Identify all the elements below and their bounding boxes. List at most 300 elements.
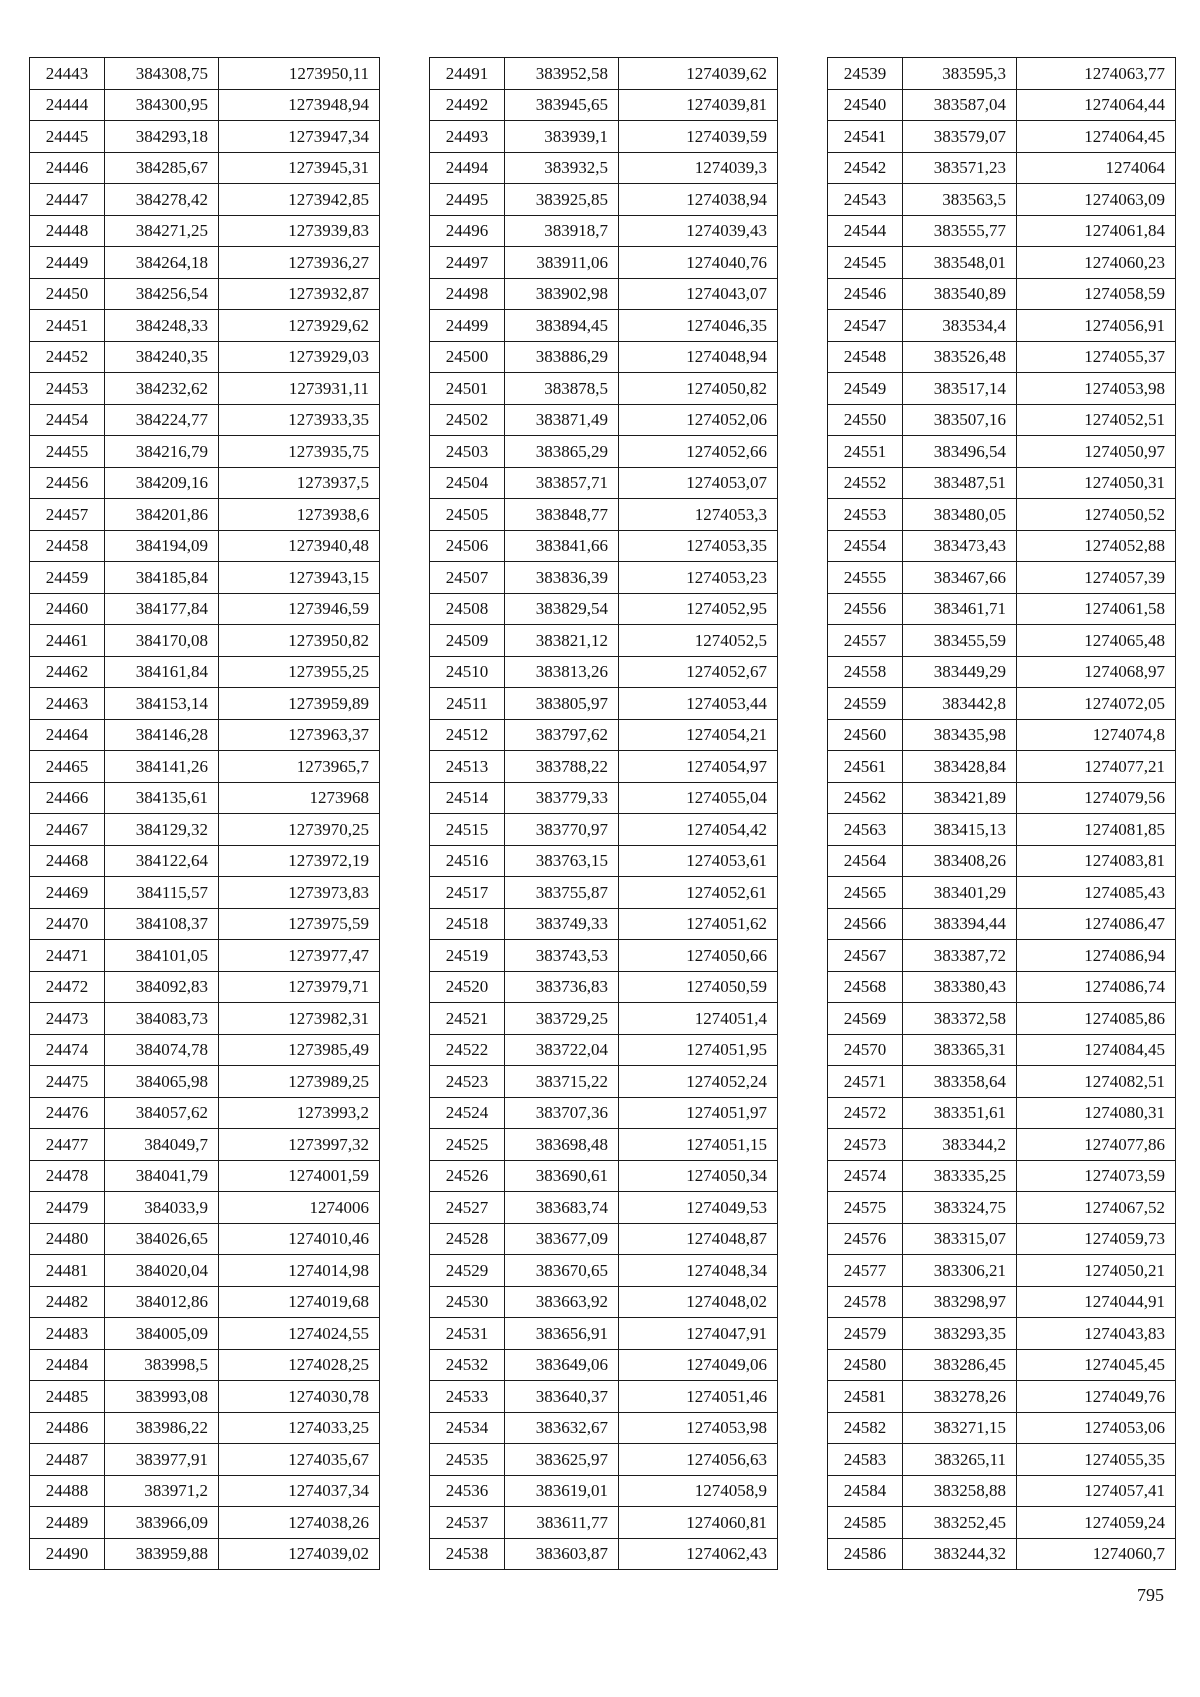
table-row [430,1349,778,1381]
table-row [828,751,1176,783]
x-coordinate-cell: 383952,58 [505,58,619,90]
y-coordinate-cell: 1273985,49 [219,1034,380,1066]
table-row [30,436,380,468]
table-row [828,278,1176,310]
table-row [828,908,1176,940]
table-row [828,1097,1176,1129]
y-coordinate-cell: 1274048,34 [619,1255,778,1287]
y-coordinate-cell: 1274010,46 [219,1223,380,1255]
point-number-cell: 24504 [430,467,505,499]
y-coordinate-cell: 1274052,95 [619,593,778,625]
point-number-cell: 24563 [828,814,903,846]
x-coordinate-cell: 383372,58 [903,1003,1017,1035]
table-row [430,593,778,625]
x-coordinate-cell: 383841,66 [505,530,619,562]
table-row [430,1381,778,1413]
table-row [828,1318,1176,1350]
table-row [828,436,1176,468]
x-coordinate-cell: 383959,88 [105,1538,219,1570]
point-number-cell: 24511 [430,688,505,720]
y-coordinate-cell: 1274037,34 [219,1475,380,1507]
y-coordinate-cell: 1274046,35 [619,310,778,342]
x-coordinate-cell: 383986,22 [105,1412,219,1444]
y-coordinate-cell: 1274038,26 [219,1507,380,1539]
coordinates-table-1 [29,57,380,1570]
x-coordinate-cell: 383625,97 [505,1444,619,1476]
y-coordinate-cell: 1273955,25 [219,656,380,688]
y-coordinate-cell: 1274058,9 [619,1475,778,1507]
x-coordinate-cell: 384026,65 [105,1223,219,1255]
table-row [430,1192,778,1224]
table-row [430,1412,778,1444]
table-row [828,1507,1176,1539]
table-row [430,908,778,940]
x-coordinate-cell: 384083,73 [105,1003,219,1035]
point-number-cell: 24531 [430,1318,505,1350]
point-number-cell: 24516 [430,845,505,877]
y-coordinate-cell: 1274059,73 [1017,1223,1176,1255]
point-number-cell: 24534 [430,1412,505,1444]
x-coordinate-cell: 383829,54 [505,593,619,625]
point-number-cell: 24450 [30,278,105,310]
x-coordinate-cell: 384256,54 [105,278,219,310]
page-number: 795 [1137,1585,1164,1605]
y-coordinate-cell: 1274051,46 [619,1381,778,1413]
point-number-cell: 24482 [30,1286,105,1318]
x-coordinate-cell: 384057,62 [105,1097,219,1129]
point-number-cell: 24477 [30,1129,105,1161]
point-number-cell: 24502 [430,404,505,436]
y-coordinate-cell: 1274086,94 [1017,940,1176,972]
point-number-cell: 24549 [828,373,903,405]
table-row [30,58,380,90]
table-row [828,1444,1176,1476]
table-row [30,1286,380,1318]
point-number-cell: 24583 [828,1444,903,1476]
table-row [430,530,778,562]
y-coordinate-cell: 1274057,41 [1017,1475,1176,1507]
y-coordinate-cell: 1274086,74 [1017,971,1176,1003]
point-number-cell: 24562 [828,782,903,814]
y-coordinate-cell: 1274039,59 [619,121,778,153]
y-coordinate-cell: 1274054,21 [619,719,778,751]
table-row [30,1381,380,1413]
point-number-cell: 24445 [30,121,105,153]
table-row [828,1475,1176,1507]
x-coordinate-cell: 384141,26 [105,751,219,783]
table-row [828,971,1176,1003]
table-row [828,467,1176,499]
point-number-cell: 24539 [828,58,903,90]
table-row [30,215,380,247]
table-row [828,121,1176,153]
y-coordinate-cell: 1273943,15 [219,562,380,594]
table-row [30,404,380,436]
x-coordinate-cell: 383857,71 [505,467,619,499]
point-number-cell: 24521 [430,1003,505,1035]
point-number-cell: 24480 [30,1223,105,1255]
point-number-cell: 24554 [828,530,903,562]
y-coordinate-cell: 1273945,31 [219,152,380,184]
y-coordinate-cell: 1274052,06 [619,404,778,436]
y-coordinate-cell: 1274047,91 [619,1318,778,1350]
coordinates-table-2 [429,57,778,1570]
table-row [30,341,380,373]
y-coordinate-cell: 1273972,19 [219,845,380,877]
point-number-cell: 24491 [430,58,505,90]
point-number-cell: 24449 [30,247,105,279]
y-coordinate-cell: 1273950,11 [219,58,380,90]
table-row [828,530,1176,562]
y-coordinate-cell: 1274064,45 [1017,121,1176,153]
x-coordinate-cell: 383408,26 [903,845,1017,877]
y-coordinate-cell: 1274039,02 [219,1538,380,1570]
point-number-cell: 24458 [30,530,105,562]
y-coordinate-cell: 1274051,95 [619,1034,778,1066]
point-number-cell: 24487 [30,1444,105,1476]
point-number-cell: 24456 [30,467,105,499]
y-coordinate-cell: 1274050,21 [1017,1255,1176,1287]
y-coordinate-cell: 1274086,47 [1017,908,1176,940]
y-coordinate-cell: 1274039,43 [619,215,778,247]
y-coordinate-cell: 1274050,97 [1017,436,1176,468]
point-number-cell: 24522 [430,1034,505,1066]
y-coordinate-cell: 1274044,91 [1017,1286,1176,1318]
table-row [430,1066,778,1098]
y-coordinate-cell: 1274050,82 [619,373,778,405]
x-coordinate-cell: 383351,61 [903,1097,1017,1129]
y-coordinate-cell: 1274059,24 [1017,1507,1176,1539]
x-coordinate-cell: 383507,16 [903,404,1017,436]
point-number-cell: 24497 [430,247,505,279]
point-number-cell: 24582 [828,1412,903,1444]
table-row [828,845,1176,877]
y-coordinate-cell: 1274055,35 [1017,1444,1176,1476]
table-row [430,1223,778,1255]
table-row [430,341,778,373]
x-coordinate-cell: 383278,26 [903,1381,1017,1413]
point-number-cell: 24465 [30,751,105,783]
point-number-cell: 24574 [828,1160,903,1192]
x-coordinate-cell: 383579,07 [903,121,1017,153]
x-coordinate-cell: 383755,87 [505,877,619,909]
point-number-cell: 24452 [30,341,105,373]
point-number-cell: 24464 [30,719,105,751]
table-row [30,1066,380,1098]
table-row [30,152,380,184]
point-number-cell: 24500 [430,341,505,373]
y-coordinate-cell: 1274024,55 [219,1318,380,1350]
x-coordinate-cell: 384308,75 [105,58,219,90]
y-coordinate-cell: 1274038,94 [619,184,778,216]
x-coordinate-cell: 383670,65 [505,1255,619,1287]
point-number-cell: 24526 [430,1160,505,1192]
x-coordinate-cell: 383467,66 [903,562,1017,594]
x-coordinate-cell: 383252,45 [903,1507,1017,1539]
point-number-cell: 24517 [430,877,505,909]
point-number-cell: 24557 [828,625,903,657]
table-row [430,184,778,216]
x-coordinate-cell: 383729,25 [505,1003,619,1035]
table-row [430,89,778,121]
table-row [828,719,1176,751]
point-number-cell: 24462 [30,656,105,688]
x-coordinate-cell: 383894,45 [505,310,619,342]
y-coordinate-cell: 1274064 [1017,152,1176,184]
point-number-cell: 24519 [430,940,505,972]
x-coordinate-cell: 383611,77 [505,1507,619,1539]
x-coordinate-cell: 383534,4 [903,310,1017,342]
table-row [430,940,778,972]
table-row [828,625,1176,657]
point-number-cell: 24515 [430,814,505,846]
point-number-cell: 24547 [828,310,903,342]
x-coordinate-cell: 383324,75 [903,1192,1017,1224]
point-number-cell: 24520 [430,971,505,1003]
point-number-cell: 24474 [30,1034,105,1066]
x-coordinate-cell: 383517,14 [903,373,1017,405]
table-row [430,562,778,594]
y-coordinate-cell: 1274050,59 [619,971,778,1003]
x-coordinate-cell: 384115,57 [105,877,219,909]
y-coordinate-cell: 1274028,25 [219,1349,380,1381]
x-coordinate-cell: 383945,65 [505,89,619,121]
x-coordinate-cell: 384201,86 [105,499,219,531]
y-coordinate-cell: 1274051,4 [619,1003,778,1035]
table-row [30,530,380,562]
point-number-cell: 24476 [30,1097,105,1129]
point-number-cell: 24461 [30,625,105,657]
table-row [30,1475,380,1507]
y-coordinate-cell: 1273937,5 [219,467,380,499]
y-coordinate-cell: 1274035,67 [219,1444,380,1476]
table-row [30,467,380,499]
x-coordinate-cell: 384108,37 [105,908,219,940]
point-number-cell: 24527 [430,1192,505,1224]
point-number-cell: 24584 [828,1475,903,1507]
point-number-cell: 24568 [828,971,903,1003]
table-row [828,877,1176,909]
table-row [430,247,778,279]
y-coordinate-cell: 1274019,68 [219,1286,380,1318]
x-coordinate-cell: 384146,28 [105,719,219,751]
point-number-cell: 24573 [828,1129,903,1161]
x-coordinate-cell: 383387,72 [903,940,1017,972]
point-number-cell: 24478 [30,1160,105,1192]
table-row [30,688,380,720]
table-row [828,1255,1176,1287]
table-row [828,688,1176,720]
y-coordinate-cell: 1273975,59 [219,908,380,940]
point-number-cell: 24544 [828,215,903,247]
point-number-cell: 24495 [430,184,505,216]
point-number-cell: 24501 [430,373,505,405]
y-coordinate-cell: 1274079,56 [1017,782,1176,814]
point-number-cell: 24469 [30,877,105,909]
point-number-cell: 24472 [30,971,105,1003]
x-coordinate-cell: 383821,12 [505,625,619,657]
point-number-cell: 24541 [828,121,903,153]
x-coordinate-cell: 383619,01 [505,1475,619,1507]
point-number-cell: 24570 [828,1034,903,1066]
point-number-cell: 24473 [30,1003,105,1035]
y-coordinate-cell: 1274053,61 [619,845,778,877]
x-coordinate-cell: 383971,2 [105,1475,219,1507]
table-row [30,1003,380,1035]
point-number-cell: 24518 [430,908,505,940]
point-number-cell: 24552 [828,467,903,499]
table-row [430,782,778,814]
x-coordinate-cell: 383736,83 [505,971,619,1003]
x-coordinate-cell: 383435,98 [903,719,1017,751]
y-coordinate-cell: 1273970,25 [219,814,380,846]
x-coordinate-cell: 383415,13 [903,814,1017,846]
table-row [30,1507,380,1539]
x-coordinate-cell: 384092,83 [105,971,219,1003]
y-coordinate-cell: 1273977,47 [219,940,380,972]
table-row [828,373,1176,405]
point-number-cell: 24443 [30,58,105,90]
table-row [828,1223,1176,1255]
point-number-cell: 24569 [828,1003,903,1035]
x-coordinate-cell: 383258,88 [903,1475,1017,1507]
x-coordinate-cell: 384135,61 [105,782,219,814]
y-coordinate-cell: 1274048,94 [619,341,778,373]
table-row [30,562,380,594]
point-number-cell: 24578 [828,1286,903,1318]
x-coordinate-cell: 384194,09 [105,530,219,562]
point-number-cell: 24585 [828,1507,903,1539]
table-row [30,247,380,279]
y-coordinate-cell: 1274053,3 [619,499,778,531]
table-row [430,1003,778,1035]
y-coordinate-cell: 1274053,35 [619,530,778,562]
x-coordinate-cell: 383394,44 [903,908,1017,940]
y-coordinate-cell: 1274053,98 [1017,373,1176,405]
y-coordinate-cell: 1274053,98 [619,1412,778,1444]
x-coordinate-cell: 383918,7 [505,215,619,247]
point-number-cell: 24567 [828,940,903,972]
point-number-cell: 24490 [30,1538,105,1570]
y-coordinate-cell: 1274050,66 [619,940,778,972]
x-coordinate-cell: 383878,5 [505,373,619,405]
point-number-cell: 24484 [30,1349,105,1381]
point-number-cell: 24565 [828,877,903,909]
point-number-cell: 24466 [30,782,105,814]
y-coordinate-cell: 1273940,48 [219,530,380,562]
point-number-cell: 24471 [30,940,105,972]
x-coordinate-cell: 383587,04 [903,89,1017,121]
y-coordinate-cell: 1273938,6 [219,499,380,531]
point-number-cell: 24479 [30,1192,105,1224]
table-row [30,593,380,625]
table-row [30,814,380,846]
table-row [430,310,778,342]
table-row [30,877,380,909]
point-number-cell: 24496 [430,215,505,247]
x-coordinate-cell: 383461,71 [903,593,1017,625]
x-coordinate-cell: 383480,05 [903,499,1017,531]
y-coordinate-cell: 1274054,42 [619,814,778,846]
table-row [430,1444,778,1476]
x-coordinate-cell: 384285,67 [105,152,219,184]
point-number-cell: 24564 [828,845,903,877]
point-number-cell: 24485 [30,1381,105,1413]
table-row [828,940,1176,972]
x-coordinate-cell: 383813,26 [505,656,619,688]
y-coordinate-cell: 1274039,81 [619,89,778,121]
point-number-cell: 24446 [30,152,105,184]
x-coordinate-cell: 384248,33 [105,310,219,342]
x-coordinate-cell: 384074,78 [105,1034,219,1066]
x-coordinate-cell: 384240,35 [105,341,219,373]
y-coordinate-cell: 1274006 [219,1192,380,1224]
table-row [430,121,778,153]
x-coordinate-cell: 383865,29 [505,436,619,468]
point-number-cell: 24561 [828,751,903,783]
point-number-cell: 24444 [30,89,105,121]
point-number-cell: 24538 [430,1538,505,1570]
y-coordinate-cell: 1273947,34 [219,121,380,153]
table-row [828,593,1176,625]
x-coordinate-cell: 383763,15 [505,845,619,877]
point-number-cell: 24543 [828,184,903,216]
y-coordinate-cell: 1274068,97 [1017,656,1176,688]
x-coordinate-cell: 383455,59 [903,625,1017,657]
table-row [30,184,380,216]
y-coordinate-cell: 1274081,85 [1017,814,1176,846]
x-coordinate-cell: 384170,08 [105,625,219,657]
point-number-cell: 24550 [828,404,903,436]
table-row [828,656,1176,688]
x-coordinate-cell: 384041,79 [105,1160,219,1192]
y-coordinate-cell: 1274053,44 [619,688,778,720]
table-row [828,1129,1176,1161]
x-coordinate-cell: 384264,18 [105,247,219,279]
table-row [430,1097,778,1129]
y-coordinate-cell: 1274043,83 [1017,1318,1176,1350]
y-coordinate-cell: 1274063,09 [1017,184,1176,216]
y-coordinate-cell: 1274014,98 [219,1255,380,1287]
point-number-cell: 24492 [430,89,505,121]
point-number-cell: 24540 [828,89,903,121]
y-coordinate-cell: 1273989,25 [219,1066,380,1098]
y-coordinate-cell: 1274061,84 [1017,215,1176,247]
point-number-cell: 24553 [828,499,903,531]
x-coordinate-cell: 383315,07 [903,1223,1017,1255]
y-coordinate-cell: 1274077,21 [1017,751,1176,783]
y-coordinate-cell: 1273997,32 [219,1129,380,1161]
y-coordinate-cell: 1274051,62 [619,908,778,940]
y-coordinate-cell: 1274060,23 [1017,247,1176,279]
table-row [828,404,1176,436]
x-coordinate-cell: 383595,3 [903,58,1017,90]
table-row [430,373,778,405]
point-number-cell: 24470 [30,908,105,940]
x-coordinate-cell: 383640,37 [505,1381,619,1413]
point-number-cell: 24548 [828,341,903,373]
table-row [30,1318,380,1350]
point-number-cell: 24575 [828,1192,903,1224]
table-row [828,341,1176,373]
y-coordinate-cell: 1274049,76 [1017,1381,1176,1413]
point-number-cell: 24453 [30,373,105,405]
table-row [30,89,380,121]
x-coordinate-cell: 384012,86 [105,1286,219,1318]
point-number-cell: 24459 [30,562,105,594]
y-coordinate-cell: 1273935,75 [219,436,380,468]
point-number-cell: 24486 [30,1412,105,1444]
